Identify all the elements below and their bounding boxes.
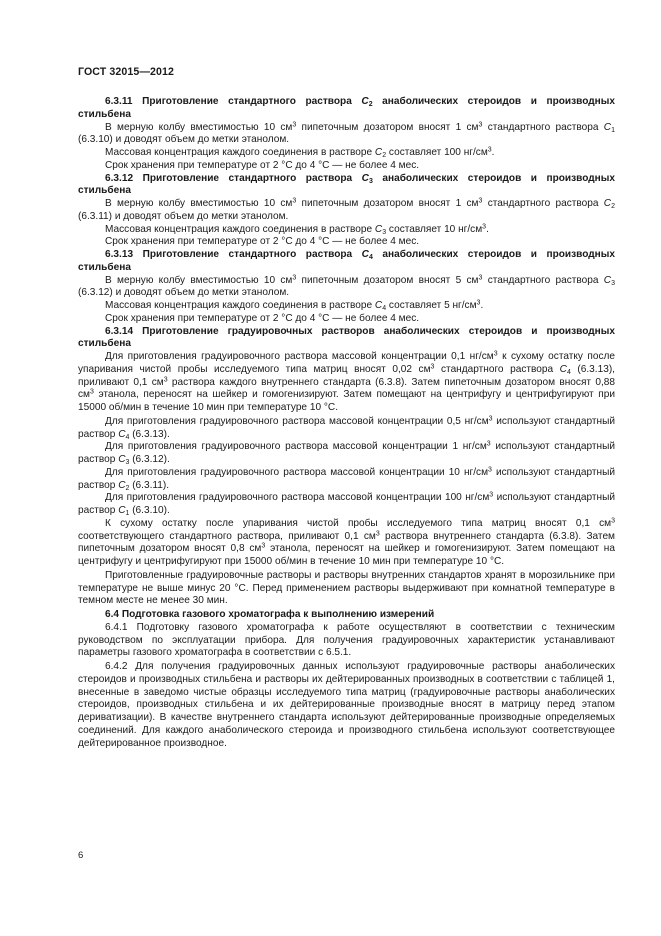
paragraph: 6.4.1 Подготовку газового хроматографа к работе осуществляют в соответствии с техническим руководством по эксплуатации прибора. Для получения градуировочных характеристик устанавливают параметры газового хроматографа в соответствии с 6.5.1.	[78, 621, 615, 659]
paragraph: Для приготовления градуировочного раствора массовой концентрации 100 $нг/см^3$ используют стандартный раствор $C_1$ (6.3.10).	[78, 491, 615, 517]
paragraph: Массовая концентрация каждого соединения в растворе $C_4$ составляет 5 $нг/см^3$.	[105, 299, 484, 312]
document-body	[78, 96, 615, 750]
paragraph: Массовая концентрация каждого соединения в растворе $C_3$ составляет 10 $нг/см^3$.	[105, 223, 489, 236]
paragraph: Для приготовления градуировочного раствора массовой концентрации 10 $нг/см^3$ используют стандартный раствор $C_2$ (6.3.11).	[78, 466, 615, 492]
paragraph: Для приготовления градуировочного раствора массовой концентрации 0,1 $нг/см^3$ к сухому остатку после упаривания чистой пробы исследуемого типа матриц вносят 0,02 $см^3$ стандартного раствора $C_4$ (6.3.13), приливают 0,1 $см^3$ раствора каждого внутреннего стандарта (6.3.8). Затем пипеточным дозатором вносят 0,88 $см^3$ этанола, переносят на шейкер и гомогенизируют. Затем помещают на центрифугу и центрифугируют при 15000 об/мин в течение 10 мин при температуре 10 °С.	[78, 350, 616, 413]
paragraph: Для приготовления градуировочного раствора массовой концентрации 1 $нг/см^3$ используют стандартный раствор $C_3$ (6.3.12).	[78, 440, 615, 466]
section-heading-6-4: 6.4 Подготовка газового хроматографа к выполнению измерений	[105, 609, 435, 620]
paragraph: Срок хранения при температуре от 2 °С до 4 °С — не более 4 мес.	[105, 159, 420, 171]
paragraph: Срок хранения при температуре от 2 °С до 4 °С — не более 4 мес.	[105, 312, 420, 324]
section-heading-6-3-12: 6.3.12 Приготовление стандартного раствора $C_3$ анаболических стероидов и производных стильбена	[78, 172, 615, 197]
paragraph: Для приготовления градуировочного раствора массовой концентрации 0,5 $нг/см^3$ используют стандартный раствор $C_4$ (6.3.13).	[78, 415, 615, 441]
page-number: 6	[78, 850, 84, 861]
paragraph: В мерную колбу вместимостью 10 $см^3$ пипеточным дозатором вносят 1 $см^3$ стандартного раствора $C_1$ (6.3.10) и доводят объем до метки этанолом.	[78, 121, 615, 146]
paragraph: Приготовленные градуировочные растворы и растворы внутренних стандартов хранят в морозильнике при температуре не выше минус 20 °С. Перед применением растворы выдерживают при комнатной температуре в темном месте не менее 30 мин.	[78, 569, 615, 607]
section-heading-6-3-11: 6.3.11 Приготовление стандартного раствора $C_2$ анаболических стероидов и производных стильбена	[78, 96, 615, 120]
section-heading-6-3-13: 6.3.13 Приготовление стандартного раствора $C_4$ анаболических стероидов и производных стильбена	[78, 249, 615, 273]
paragraph: Массовая концентрация каждого соединения в растворе $C_2$ составляет 100 $нг/см^3$.	[105, 146, 495, 159]
paragraph: 6.4.2 Для получения градуировочных данных используют градуировочные растворы анаболических стероидов и производных стильбена и растворы их дейтерированных производных в соответствии с таблицей 1, внесенные в заведомо чистые образцы исследуемого типа матриц (градуировочные растворы анаболических стероидов, производных стильбена и их дейтерированные производные вносят в матрицу перед этапом дериватизации). В качестве внутреннего стандарта используют дейтерированные производные определяемых соединений. Для каждого анаболического стероида и производного стильбена используют соответствующее дейтерированное производное.	[78, 661, 615, 749]
paragraph: Срок хранения при температуре от 2 °С до 4 °С — не более 4 мес.	[105, 236, 420, 248]
paragraph: К сухому остатку после упаривания чистой пробы исследуемого типа матриц вносят 0,1 $см^3$ соответствующего стандартного раствора, приливают 0,1 $см^3$ раствора внутреннего стандарта (6.3.8). Затем пипеточным дозатором вносят 0,8 $см^3$ этанола, переносят на шейкер и гомогенизируют. Затем помещают на центрифугу и центрифугируют при 15000 об/мин в течение 10 мин при температуре 10 °С.	[78, 517, 615, 567]
page-header: ГОСТ 32015—2012	[78, 66, 175, 78]
section-heading-6-3-14: 6.3.14 Приготовление градуировочных растворов анаболических стероидов и производных стильбена	[78, 325, 615, 350]
paragraph: В мерную колбу вместимостью 10 $см^3$ пипеточным дозатором вносят 1 $см^3$ стандартного раствора $C_2$ (6.3.11) и доводят объем до метки этанолом.	[78, 197, 615, 222]
paragraph: В мерную колбу вместимостью 10 $см^3$ пипеточным дозатором вносят 5 $см^3$ стандартного раствора $C_3$ (6.3.12) и доводят объем до метки этанолом.	[78, 274, 615, 299]
